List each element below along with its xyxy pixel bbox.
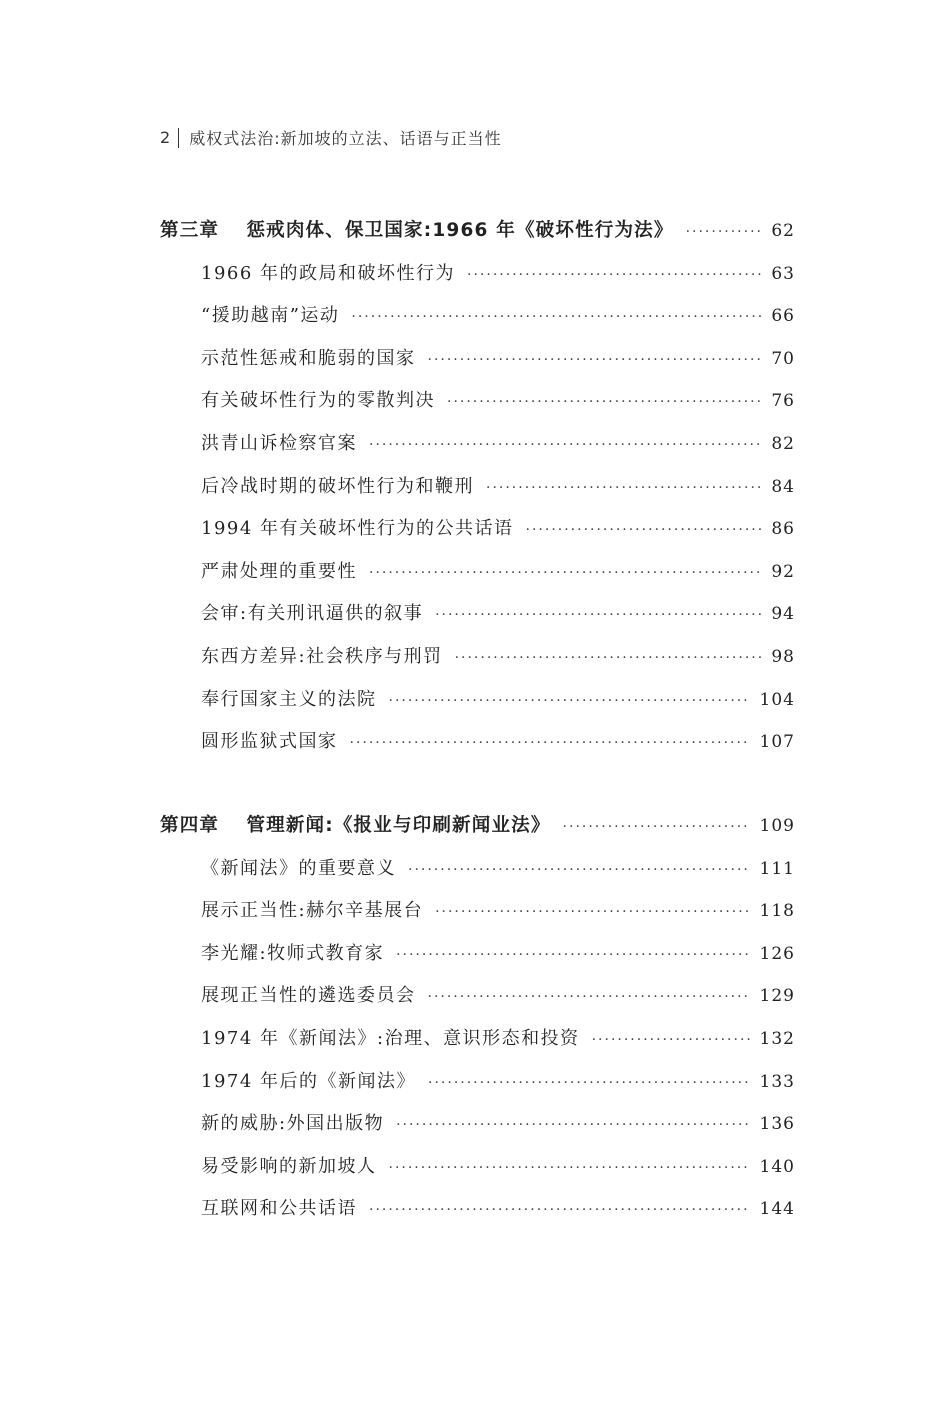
section-page: 144 — [759, 1199, 795, 1220]
dot-leader — [369, 437, 761, 453]
section-title: 1974 年《新闻法》:治理、意识形态和投资 — [201, 1027, 580, 1049]
section-page: 82 — [771, 433, 795, 454]
section-page: 129 — [759, 986, 795, 1007]
section-title: 展现正当性的遴选委员会 — [201, 985, 416, 1007]
section-title: 洪青山诉检察官案 — [201, 432, 357, 454]
toc-entry[interactable] — [160, 259, 795, 302]
toc-entry[interactable] — [160, 981, 795, 1024]
page-number: 2 — [160, 128, 171, 147]
dot-leader — [428, 352, 762, 368]
toc-entry[interactable] — [160, 1024, 795, 1067]
dot-leader — [686, 224, 762, 240]
section-title: 圆形监狱式国家 — [201, 731, 338, 753]
toc-entry[interactable] — [160, 344, 795, 387]
toc-chapter-4 — [160, 811, 795, 1237]
section-title: 新的威胁:外国出版物 — [201, 1113, 385, 1135]
toc-entry[interactable] — [160, 1067, 795, 1110]
chapter-heading[interactable] — [160, 216, 795, 259]
section-page: 126 — [759, 943, 795, 964]
dot-leader — [396, 947, 749, 963]
toc-entry[interactable] — [160, 685, 795, 728]
chapter-title: 第三章 惩戒肉体、保卫国家:1966 年《破坏性行为法》 — [160, 220, 674, 241]
section-title: “援助越南”运动 — [201, 305, 340, 327]
dot-leader — [447, 394, 761, 410]
toc-entry[interactable] — [160, 727, 795, 770]
toc-entry[interactable] — [160, 896, 795, 939]
section-title: 严肃处理的重要性 — [201, 560, 357, 582]
dot-leader — [526, 522, 762, 538]
dot-leader — [428, 1075, 750, 1091]
section-page: 118 — [759, 901, 795, 922]
dot-leader — [563, 819, 750, 835]
section-title: 易受影响的新加坡人 — [201, 1155, 377, 1177]
section-page: 63 — [771, 263, 795, 284]
toc-chapter-3 — [160, 216, 795, 770]
book-title: 威权式法治:新加坡的立法、话语与正当性 — [189, 129, 502, 148]
section-page: 140 — [759, 1156, 795, 1177]
section-page: 132 — [759, 1028, 795, 1049]
section-title: 互联网和公共话语 — [201, 1198, 357, 1220]
section-page: 76 — [771, 391, 795, 412]
dot-leader — [435, 904, 749, 920]
section-page: 98 — [771, 646, 795, 667]
dot-leader — [389, 693, 750, 709]
toc-entry[interactable] — [160, 1152, 795, 1195]
section-title: 示范性惩戒和脆弱的国家 — [201, 347, 416, 369]
toc-entry[interactable] — [160, 1109, 795, 1152]
section-page: 111 — [759, 858, 795, 879]
section-page: 66 — [771, 306, 795, 327]
section-title: 东西方差异:社会秩序与刑罚 — [201, 645, 443, 667]
dot-leader — [592, 1032, 750, 1048]
dot-leader — [435, 607, 761, 623]
section-title: 1974 年后的《新闻法》 — [201, 1070, 417, 1092]
dot-leader — [408, 862, 750, 878]
toc-entry[interactable] — [160, 642, 795, 685]
section-title: 1994 年有关破坏性行为的公共话语 — [201, 518, 514, 540]
header-divider — [178, 128, 179, 148]
section-page: 84 — [771, 476, 795, 497]
toc-entry[interactable] — [160, 472, 795, 515]
section-title: 奉行国家主义的法院 — [201, 688, 377, 710]
section-title: 1966 年的政局和破坏性行为 — [201, 262, 456, 284]
dot-leader — [369, 1202, 750, 1218]
toc-entry[interactable] — [160, 386, 795, 429]
section-page: 70 — [771, 348, 795, 369]
dot-leader — [389, 1160, 750, 1176]
chapter-heading[interactable] — [160, 811, 795, 854]
section-page: 136 — [759, 1114, 795, 1135]
chapter-title: 第四章 管理新闻:《报业与印刷新闻业法》 — [160, 815, 551, 836]
section-title: 李光耀:牧师式教育家 — [201, 942, 385, 964]
section-title: 后冷战时期的破坏性行为和鞭刑 — [201, 475, 474, 497]
toc-entry[interactable] — [160, 854, 795, 897]
dot-leader — [369, 565, 761, 581]
dot-leader — [486, 480, 761, 496]
section-page: 92 — [771, 561, 795, 582]
toc-entry[interactable] — [160, 557, 795, 600]
dot-leader — [467, 267, 761, 283]
toc-entry[interactable] — [160, 939, 795, 982]
toc-entry[interactable] — [160, 301, 795, 344]
running-head — [160, 126, 502, 149]
section-page: 104 — [759, 689, 795, 710]
dot-leader — [396, 1117, 749, 1133]
toc-entry[interactable] — [160, 599, 795, 642]
section-title: 会审:有关刑讯逼供的叙事 — [201, 603, 424, 625]
section-title: 有关破坏性行为的零散判决 — [201, 390, 435, 412]
section-page: 86 — [771, 519, 795, 540]
section-page: 107 — [759, 732, 795, 753]
chapter-page: 62 — [771, 221, 795, 241]
section-page: 133 — [759, 1071, 795, 1092]
toc-entry[interactable] — [160, 1194, 795, 1237]
toc-entry[interactable] — [160, 514, 795, 557]
toc-entry[interactable] — [160, 429, 795, 472]
chapter-page: 109 — [759, 816, 795, 836]
section-page: 94 — [771, 604, 795, 625]
section-title: 《新闻法》的重要意义 — [201, 857, 396, 879]
section-title: 展示正当性:赫尔辛基展台 — [201, 900, 424, 922]
dot-leader — [428, 989, 750, 1005]
dot-leader — [350, 735, 750, 751]
dot-leader — [455, 650, 762, 666]
dot-leader — [351, 309, 761, 325]
